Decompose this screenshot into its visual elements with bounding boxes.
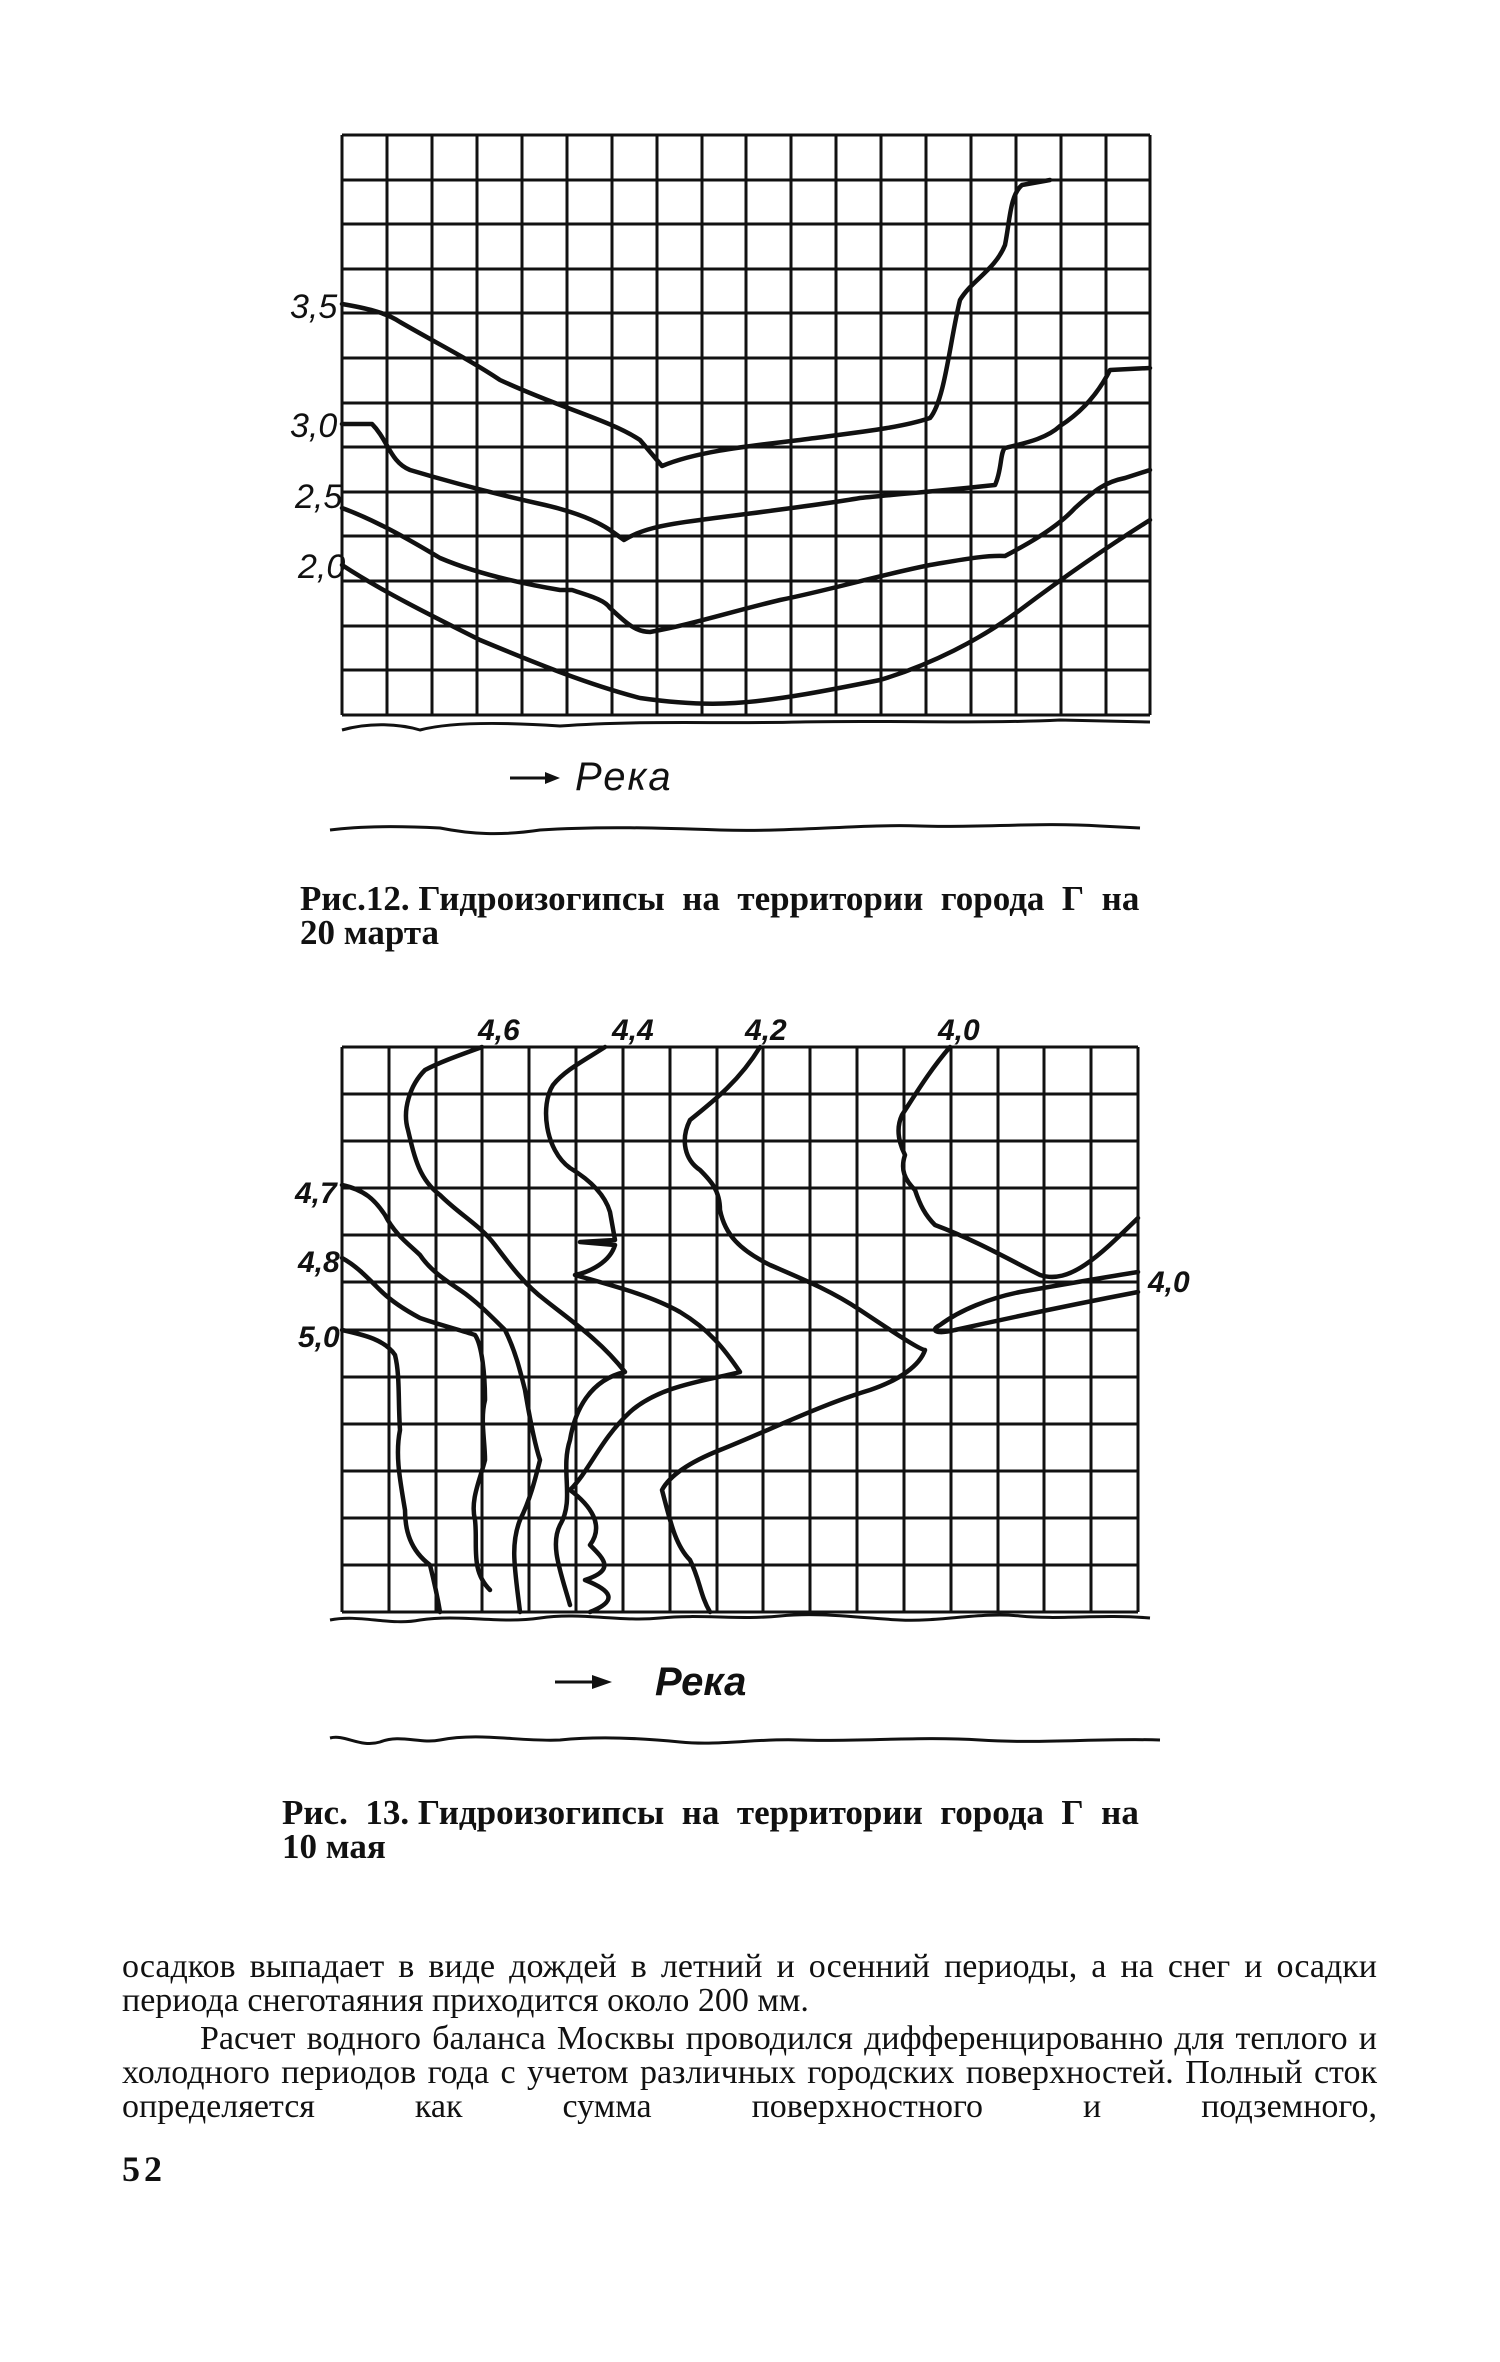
figure-13-caption [282, 1793, 1182, 1866]
left-label-4-8: 4,8 [298, 1246, 340, 1279]
river-label: Река [575, 755, 673, 799]
y-label-3-5: 3,5 [290, 288, 338, 326]
river-bank-bottom [330, 1737, 1160, 1744]
left-label-5-0: 5,0 [298, 1321, 340, 1354]
left-label-4-7: 4,7 [295, 1177, 337, 1210]
y-label-2-5: 2,5 [295, 478, 343, 516]
top-label-4-6: 4,6 [478, 1014, 520, 1047]
y-label-3-0: 3,0 [290, 407, 338, 445]
paragraph-2: Расчет водного баланса Москвы проводился дифференцированно для теплого и холодного периодов года с учетом различных городских поверхностей. Полный сток определяется как сумма поверхностного и подземного, [122, 2020, 1377, 2125]
page-number: 52 [122, 2149, 166, 2189]
river-bank-top [330, 1615, 1150, 1622]
y-label-2-0: 2,0 [298, 548, 346, 586]
top-label-4-2: 4,2 [745, 1014, 787, 1047]
flow-arrow-icon [555, 1675, 612, 1689]
caption-line-2: 20 марта [300, 913, 439, 952]
isoline-4-0 [899, 1047, 1138, 1277]
caption-line-1: Рис. 13. Гидроизогипсы на территории города Г на [282, 1793, 1139, 1832]
body-text [122, 1950, 1377, 2124]
caption-line-1: Рис.12. Гидроизогипсы на территории города Г на [300, 879, 1140, 918]
top-label-4-0: 4,0 [938, 1014, 980, 1047]
caption-line-2: 10 мая [282, 1827, 386, 1866]
river-label: Река [655, 1660, 747, 1704]
paragraph-1: осадков выпадает в виде дождей в летний и осенний периоды, а на снег и осадки периода снеготаяния приходится около 200 мм. [122, 1948, 1377, 2019]
isoline-4-7 [342, 1185, 540, 1612]
right-label-4-0: 4,0 [1148, 1266, 1190, 1299]
top-label-4-4: 4,4 [612, 1014, 654, 1047]
